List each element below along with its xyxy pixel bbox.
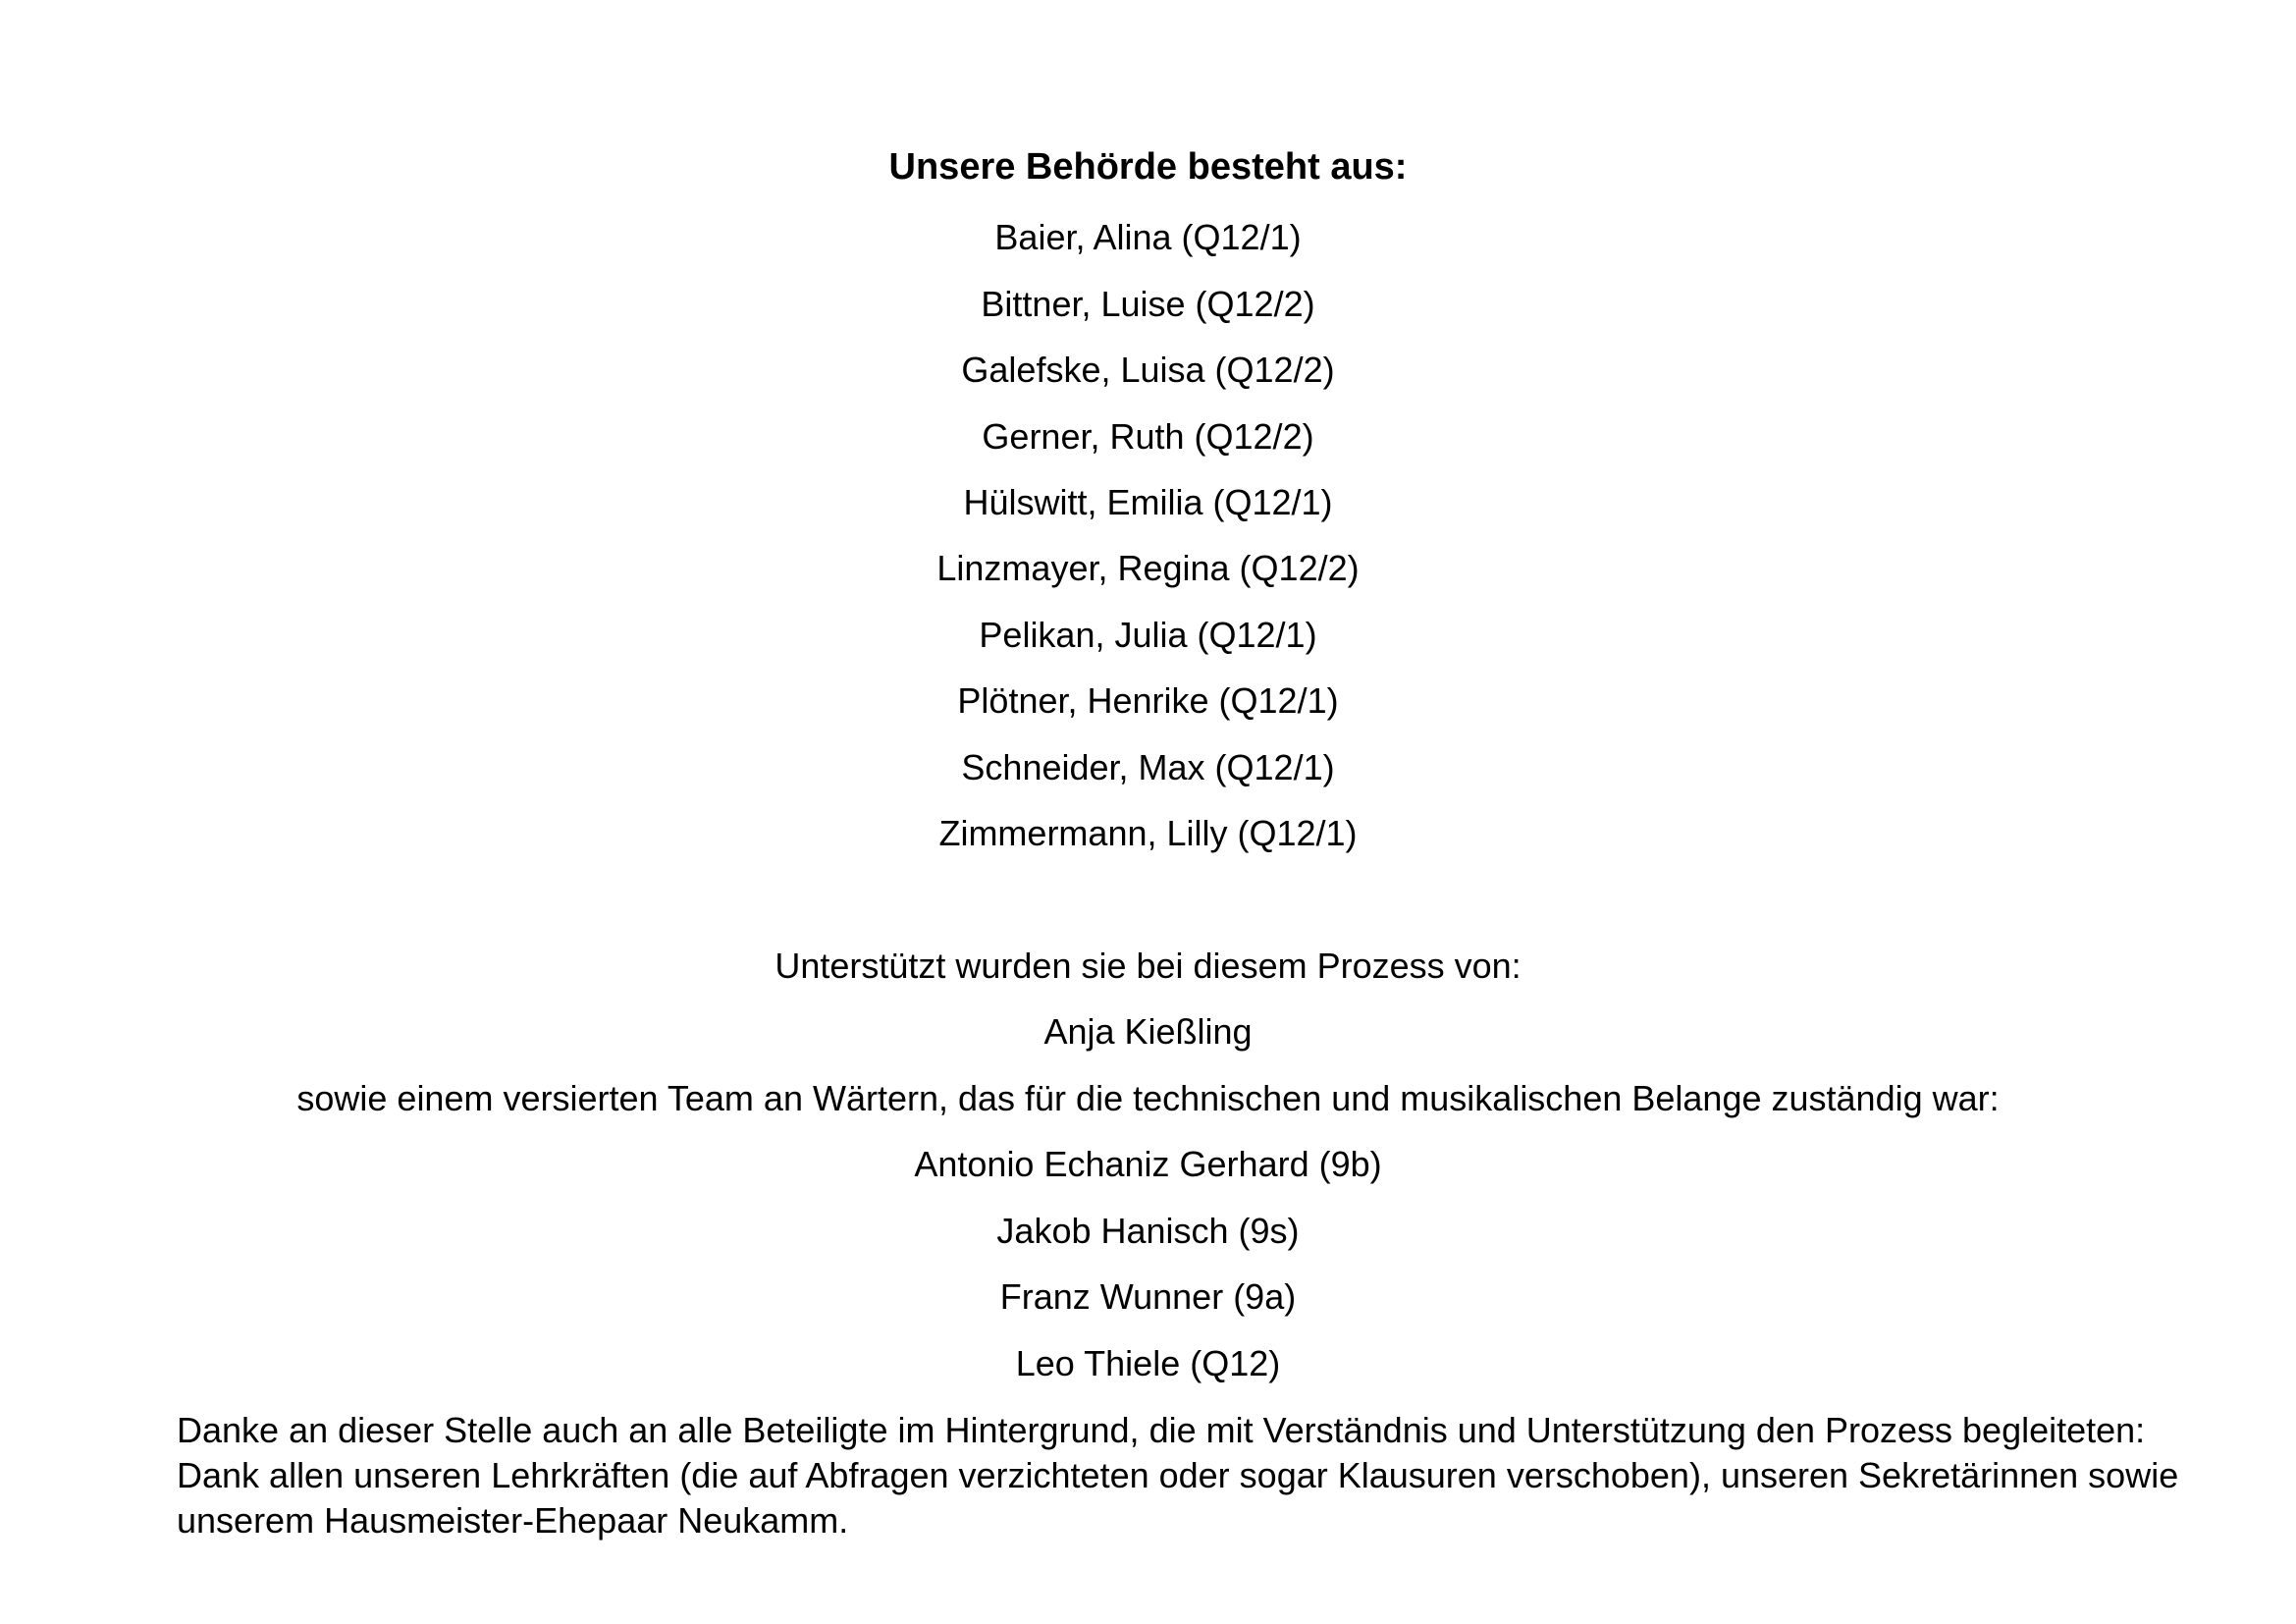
member-line: Hülswitt, Emilia (Q12/1) bbox=[963, 482, 1333, 522]
member-line: Galefske, Luisa (Q12/2) bbox=[961, 350, 1335, 390]
member-line: Linzmayer, Regina (Q12/2) bbox=[936, 548, 1360, 588]
team-member-line: Antonio Echaniz Gerhard (9b) bbox=[914, 1144, 1382, 1184]
member-line: Zimmermann, Lilly (Q12/1) bbox=[938, 813, 1358, 853]
thanks-line: unserem Hausmeister-Ehepaar Neukamm. bbox=[177, 1500, 849, 1541]
thanks-line: Dank allen unseren Lehrkräften (die auf Abfragen verzichteten oder sogar Klausuren verschoben), unseren Sekretärinnen sowie bbox=[177, 1455, 2179, 1495]
member-line: Bittner, Luise (Q12/2) bbox=[981, 284, 1315, 324]
member-line: Plötner, Henrike (Q12/1) bbox=[957, 680, 1339, 721]
supporter-name: Anja Kießling bbox=[1043, 1011, 1253, 1052]
page-heading: Unsere Behörde besteht aus: bbox=[888, 146, 1408, 188]
member-line: Pelikan, Julia (Q12/1) bbox=[979, 615, 1317, 655]
team-member-line: Franz Wunner (9a) bbox=[999, 1276, 1297, 1317]
support-intro: Unterstützt wurden sie bei diesem Prozess von: bbox=[774, 946, 1522, 986]
team-intro: sowie einem versierten Team an Wärtern, das für die technischen und musikalischen Belange zuständig war: bbox=[296, 1078, 2000, 1118]
thanks-paragraph bbox=[177, 1408, 2218, 1543]
team-member-line: Jakob Hanisch (9s) bbox=[996, 1211, 1300, 1251]
member-line: Baier, Alina (Q12/1) bbox=[994, 217, 1302, 257]
member-line: Schneider, Max (Q12/1) bbox=[961, 747, 1335, 787]
thanks-line: Danke an dieser Stelle auch an alle Beteiligte im Hintergrund, die mit Verständnis und Unterstützung den Prozess begleiteten: bbox=[177, 1410, 2146, 1450]
member-line: Gerner, Ruth (Q12/2) bbox=[982, 416, 1314, 457]
team-member-line: Leo Thiele (Q12) bbox=[1015, 1343, 1281, 1383]
